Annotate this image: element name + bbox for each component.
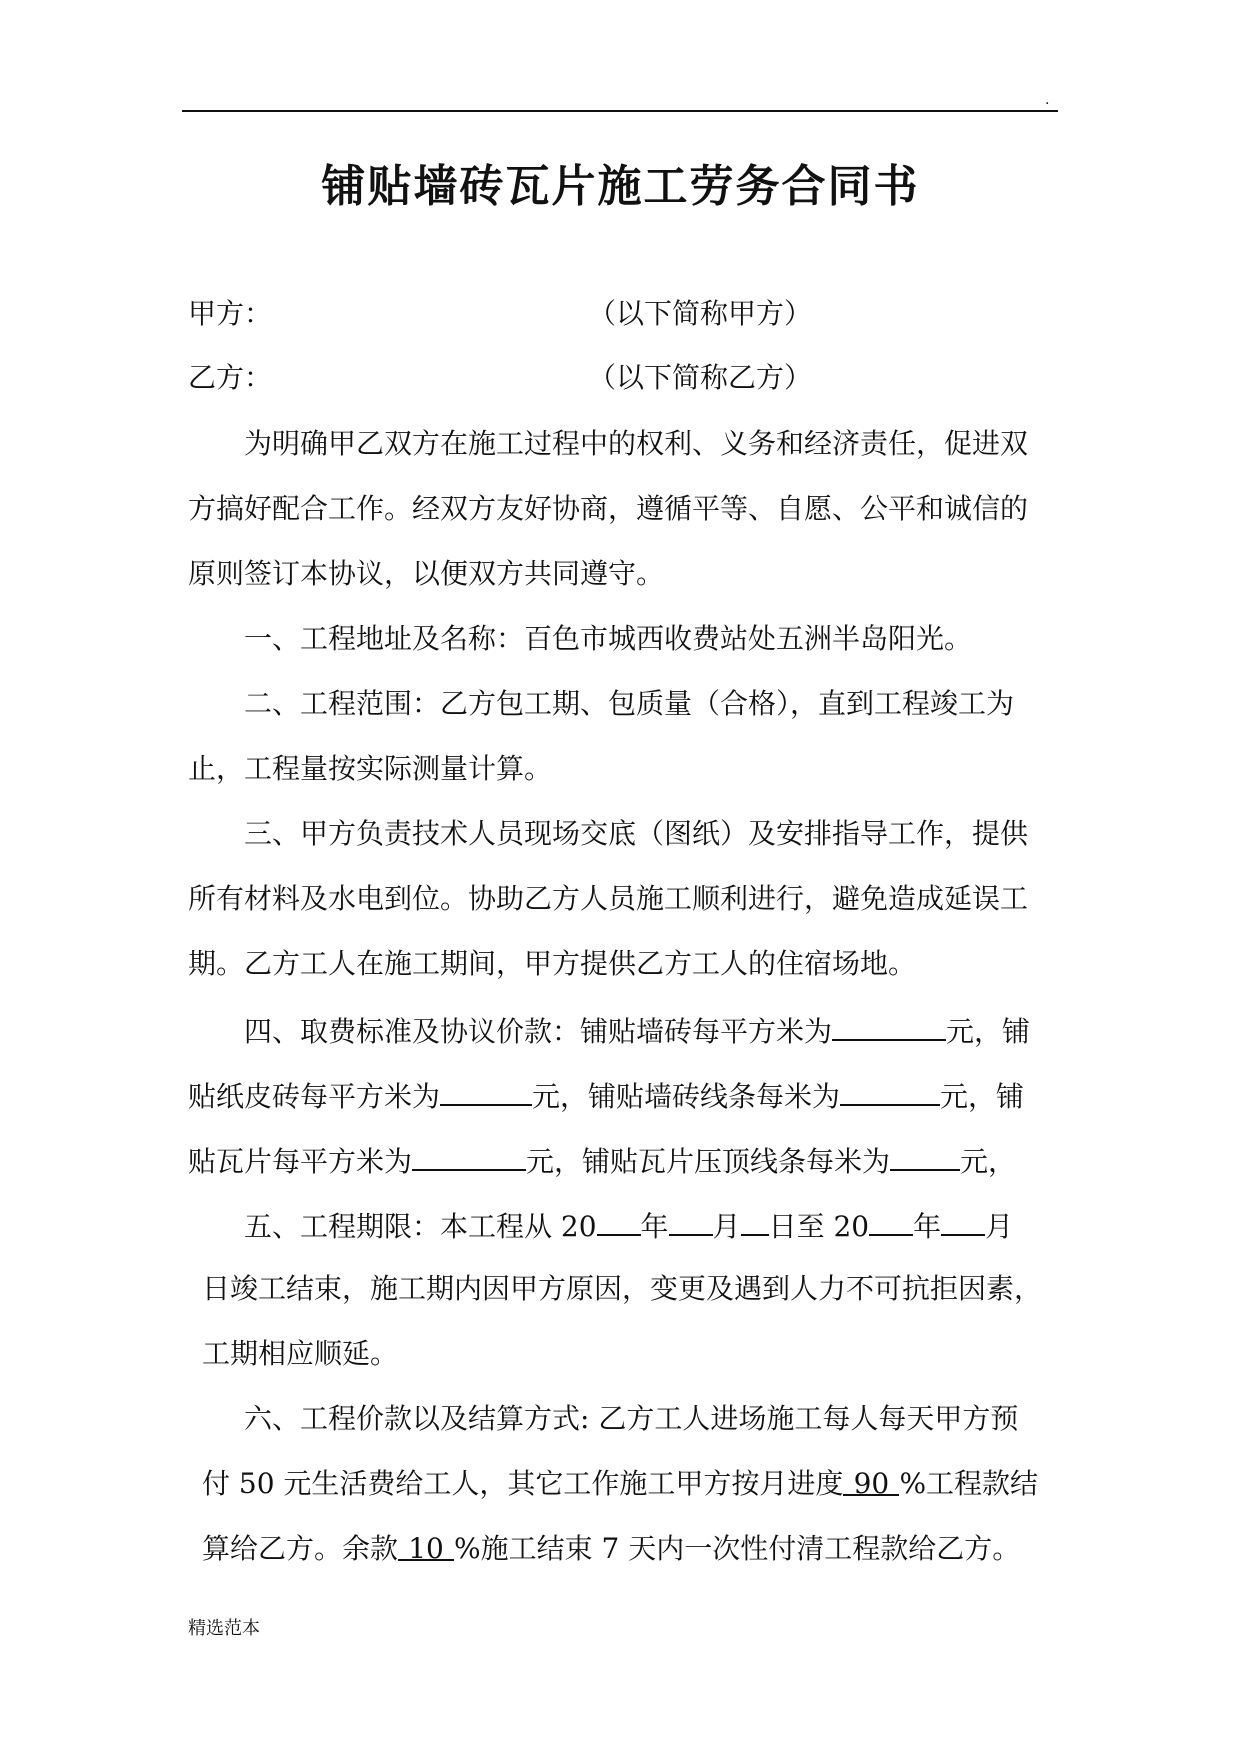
clause-4-text: 元，铺贴瓦片压顶线条每米为 [526,1145,891,1178]
intro-line: 原则签订本协议，以便双方共同遵守。 [188,557,665,590]
blank-field [840,1074,940,1106]
blank-field [832,1009,946,1041]
clause-5-text: 月 [712,1210,741,1243]
intro-line: 为明确甲乙双方在施工过程中的权利、义务和经济责任，促进双 [244,427,1029,460]
clause-4-text: 元，铺 [946,1015,1031,1048]
clause-5-text: 年 [913,1210,942,1243]
party-a-note: （以下简称甲方） [588,297,813,330]
clause-5-text: 日至 20 [768,1210,870,1243]
clause-1: 一、工程地址及名称：百色市城西收费站处五洲半岛阳光。 [244,622,973,655]
clause-3-line: 所有材料及水电到位。协助乙方人员施工顺利进行，避免造成延误工 [188,882,1029,915]
blank-field [412,1139,526,1171]
clause-4-text: 元，铺 [940,1080,1025,1113]
header-mark: . [1045,92,1050,108]
clause-3-line: 三、甲方负责技术人员现场交底（图纸）及安排指导工作，提供 [244,817,1029,850]
clause-4-line-1 [244,1009,1030,1052]
blank-field [741,1204,769,1236]
clause-5-line-1 [244,1204,1013,1247]
clause-2-line: 二、工程范围：乙方包工期、包质量（合格），直到工程竣工为 [244,687,1015,720]
clause-6-text: 算给乙方。余款 [202,1532,399,1565]
filled-blank-10: 10 [398,1529,454,1561]
document-title: 铺贴墙砖瓦片施工劳务合同书 [321,161,920,212]
clause-5-text: 月 [985,1210,1014,1243]
clause-2-line: 止，工程量按实际测量计算。 [188,752,553,785]
intro-line: 方搞好配合工作。经双方友好协商，遵循平等、自愿、公平和诚信的 [188,492,1029,525]
filled-blank-90: 90 [843,1464,899,1496]
clause-5-line-3: 工期相应顺延。 [202,1337,399,1370]
blank-field [440,1074,532,1106]
blank-field [890,1139,960,1171]
party-b-label: 乙方： [188,361,273,394]
clause-3-line: 期。乙方工人在施工期间，甲方提供乙方工人的住宿场地。 [188,947,917,980]
blank-field [669,1204,713,1236]
clause-5-text: 年 [640,1210,669,1243]
clause-4-text: 元， [960,1145,1017,1178]
clause-6-line-1: 六、工程价款以及结算方式: 乙方工人进场施工每人每天甲方预 [244,1402,1019,1435]
blank-field [597,1204,641,1236]
clause-4-line-3 [188,1139,1016,1182]
clause-4-text: 贴纸皮砖每平方米为 [188,1080,441,1113]
clause-6-line-3 [202,1529,1020,1569]
clause-6-text: %施工结束 7 天内一次性付清工程款给乙方。 [454,1532,1021,1565]
header-rule [182,110,1058,112]
clause-6-text: 付 50 元生活费给工人，其它工作施工甲方按月进度 [202,1467,844,1500]
party-a-label: 甲方： [188,297,273,330]
clause-5-line-2: 日竣工结束，施工期内因甲方原因，变更及遇到人力不可抗拒因素， [202,1272,1043,1305]
clause-6-line-2 [202,1464,1038,1504]
clause-6-text: %工程款结 [899,1467,1039,1500]
blank-field [869,1204,913,1236]
footer-label: 精选范本 [188,1618,260,1639]
clause-4-line-2 [188,1074,1024,1117]
blank-field [941,1204,985,1236]
party-b-note: （以下简称乙方） [588,361,813,394]
clause-4-text: 元，铺贴墙砖线条每米为 [532,1080,841,1113]
clause-4-text: 四、取费标准及协议价款：铺贴墙砖每平方米为 [244,1015,833,1048]
clause-5-text: 五、工程期限：本工程从 20 [244,1210,597,1243]
clause-4-text: 贴瓦片每平方米为 [188,1145,413,1178]
